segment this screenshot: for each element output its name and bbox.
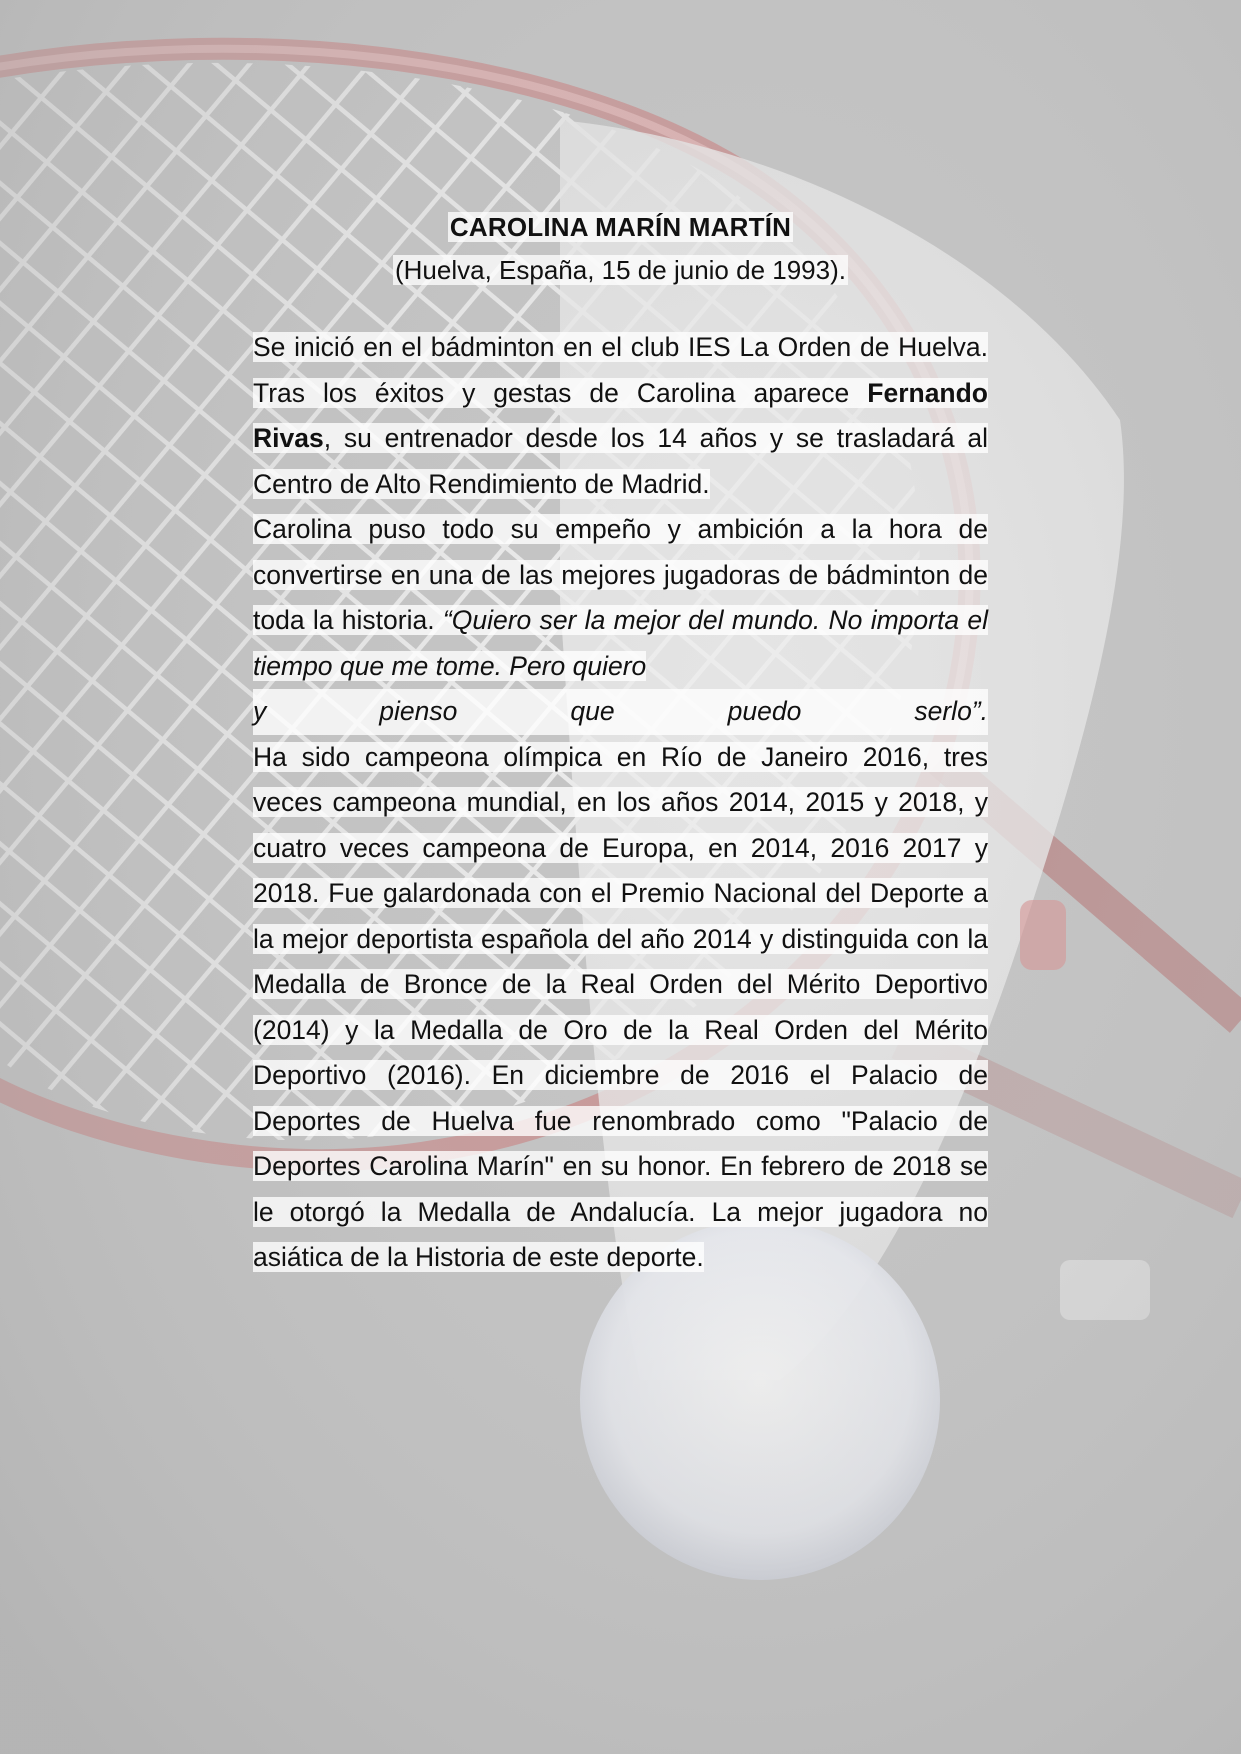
coach-name: Fernando Rivas [253, 377, 988, 453]
page-subtitle: (Huelva, España, 15 de junio de 1993). [395, 255, 846, 285]
paragraph-text: Carolina puso todo su empeño y ambición a la hora de convertirse en una de las mejores jugadoras de bádminton de toda la historia. [253, 514, 988, 635]
paragraph-text: Se inició en el bádminton en el club IES La Orden de Huelva. Tras los éxitos y gestas de Carolina aparece [253, 332, 988, 408]
paragraph-early-career [253, 325, 988, 507]
document-content [253, 205, 988, 1281]
paragraph-ambition [253, 507, 988, 735]
paragraph-text: , su entrenador desde los 14 años y se trasladará al Centro de Alto Rendimiento de Madrid. [253, 423, 988, 499]
quote-text: “Quiero ser la mejor del mundo. No importa el tiempo que me tome. Pero quiero [253, 605, 988, 681]
quote-text-end: y pienso que puedo serlo”. [253, 689, 988, 735]
paragraph-text: Ha sido campeona olímpica en Río de Janeiro 2016, tres veces campeona mundial, en los años 2014, 2015 y 2018, y cuatro veces campeona de Europa, en 2014, 2016 2017 y 2018. Fue galardonada con el Premio Nacional del Deporte a la mejor deportista española del año 2014 y distinguida con la Medalla de Bronce de la Real Orden del Mérito Deportivo (2014) y la Medalla de Oro de la Real Orden del Mérito Deportivo (2016). En diciembre de 2016 el Palacio de Deportes de Huelva fue renombrado como "Palacio de Deportes Carolina Marín" en su honor. En febrero de 2018 se le otorgó la Medalla de Andalucía. La mejor jugadora no asiática de la Historia de este deporte. [253, 741, 988, 1272]
paragraph-achievements [253, 735, 988, 1281]
page-title: CAROLINA MARÍN MARTÍN [449, 212, 792, 242]
